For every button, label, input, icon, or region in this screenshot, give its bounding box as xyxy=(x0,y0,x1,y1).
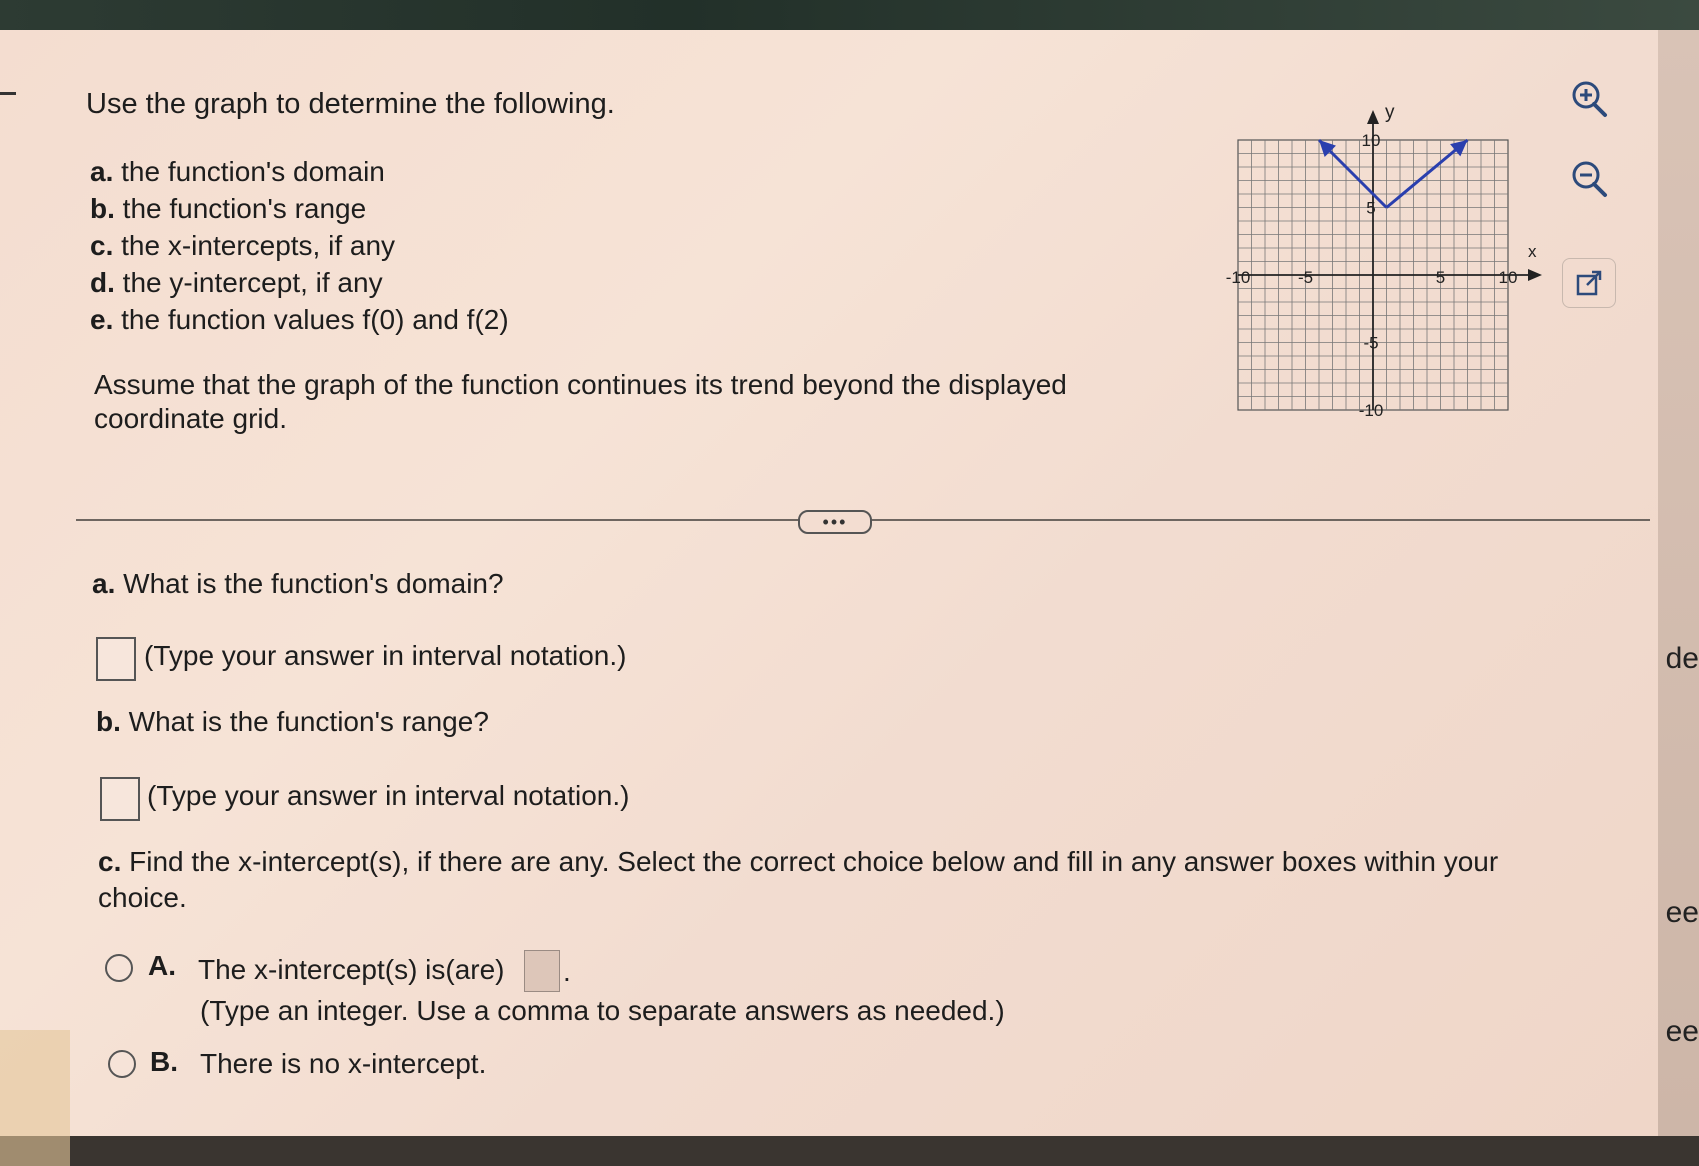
option-b-radio[interactable] xyxy=(108,1050,136,1078)
prompt-text: Use the graph to determine the following. xyxy=(86,88,615,120)
x-axis-arrow xyxy=(1528,269,1542,281)
main-screen xyxy=(0,30,1660,1136)
option-a-subhint: (Type an integer. Use a comma to separate answers as needed.) xyxy=(200,995,1005,1026)
question-b: b. What is the function's range? xyxy=(96,706,489,737)
option-a-text: The x-intercept(s) is(are) xyxy=(198,954,505,985)
task-item: b. the function's range xyxy=(90,193,367,224)
range-answer-input[interactable] xyxy=(100,777,140,821)
axis-labels xyxy=(1226,102,1537,420)
edge-text: ee xyxy=(1665,1015,1699,1048)
left-edge-mark xyxy=(0,92,16,95)
top-strip xyxy=(0,0,1699,34)
x-tick-label: 10 xyxy=(1498,268,1518,287)
function-graph xyxy=(1220,90,1560,420)
more-button[interactable]: ••• xyxy=(798,510,872,534)
question-c: c. Find the x-intercept(s), if there are any. Select the correct choice below and fill in any answer boxes within your choice. xyxy=(98,846,1499,913)
option-a-period: . xyxy=(563,956,571,987)
x-tick-label: -10 xyxy=(1225,268,1251,287)
y-axis-label: y xyxy=(1385,102,1395,123)
left-edge-shadow xyxy=(0,1030,70,1166)
option-a-letter: A. xyxy=(148,950,176,981)
domain-hint: (Type your answer in interval notation.) xyxy=(144,640,627,671)
zoom-out-icon xyxy=(1567,157,1611,201)
x-tick-label: 5 xyxy=(1435,268,1446,287)
task-item: a. the function's domain xyxy=(90,156,385,187)
zoom-in-icon xyxy=(1567,77,1611,121)
x-axis-label: x xyxy=(1528,242,1537,261)
assumption-text: Assume that the graph of the function continues its trend beyond the displayed coordinate grid. xyxy=(94,369,1067,434)
zoom-in-button[interactable] xyxy=(1562,72,1616,126)
option-b-text: There is no x-intercept. xyxy=(200,1048,487,1079)
option-a-radio[interactable] xyxy=(105,954,133,982)
y-tick-label: -10 xyxy=(1358,401,1384,420)
x-intercept-answer-input[interactable] xyxy=(524,950,560,992)
y-tick-label: -5 xyxy=(1363,333,1379,353)
axes xyxy=(1238,110,1542,410)
external-link-icon xyxy=(1574,268,1604,298)
range-hint: (Type your answer in interval notation.) xyxy=(147,780,630,811)
task-item: d. the y-intercept, if any xyxy=(90,267,383,298)
y-tick-label: 5 xyxy=(1366,198,1376,218)
domain-answer-input[interactable] xyxy=(96,637,136,681)
x-tick-label: -5 xyxy=(1297,268,1314,287)
open-external-button[interactable] xyxy=(1562,258,1616,308)
task-item: c. the x-intercepts, if any xyxy=(90,230,396,261)
task-list xyxy=(90,153,509,338)
task-item: e. the function values f(0) and f(2) xyxy=(90,304,509,335)
y-axis-arrow xyxy=(1367,110,1379,124)
option-b-letter: B. xyxy=(150,1046,178,1077)
y-tick-label: 10 xyxy=(1361,131,1381,150)
plot-lines xyxy=(1319,140,1468,208)
edge-text: de xyxy=(1665,642,1699,675)
zoom-out-button[interactable] xyxy=(1562,152,1616,206)
background-window-edge xyxy=(1658,30,1699,1136)
question-a: a. What is the function's domain? xyxy=(92,568,504,599)
edge-text: ee xyxy=(1665,896,1699,929)
